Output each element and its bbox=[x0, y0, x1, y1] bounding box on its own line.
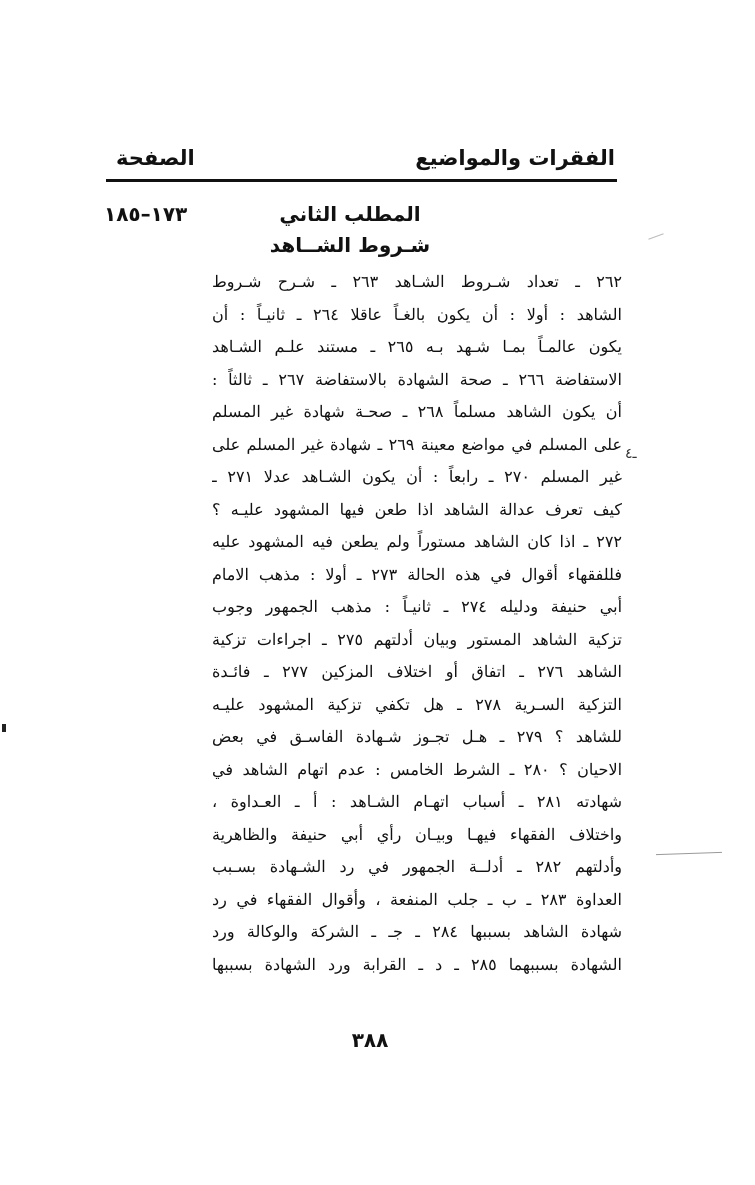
text-line: تزكية الشاهد المستور وبيان أدلتهم ٢٧٥ ـ اجراءات تزكية bbox=[212, 629, 622, 649]
text-line: الشاهد : أولا : أن يكون بالغـاً عاقلا ٢٦٤ ـ ثانيـاً : أن bbox=[212, 304, 622, 324]
text-line: الاحيان ؟ ٢٨٠ ـ الشرط الخامس : عدم اتهام الشاهد في bbox=[212, 759, 622, 779]
scan-speck bbox=[2, 724, 6, 732]
column-header-topics: الفقرات والمواضيع bbox=[415, 146, 615, 170]
page-number: ٣٨٨ bbox=[351, 1028, 389, 1052]
text-line: أبي حنيفة ودليله ٢٧٤ ـ ثانيـاً : مذهب الجمهور وجوب bbox=[212, 597, 622, 616]
text-line: التزكية السـرية ٢٧٨ ـ هل تكفي تزكية المشهود عليـه bbox=[212, 694, 622, 714]
text-line: واختلاف الفقهاء فيهـا وبيـان رأي أبي حنيفة والظاهرية bbox=[212, 824, 622, 844]
text-line: كيف تعرف عدالة الشاهد اذا طعن فيها المشهود عليـه ؟ bbox=[212, 499, 622, 519]
text-line: ٢٦٢ ـ تعداد شـروط الشـاهد ٢٦٣ ـ شـرح شـروط bbox=[212, 272, 622, 291]
text-line: الاستفاضة ٢٦٦ ـ صحة الشهادة بالاستفاضة ٢٦٧ ـ ثالثاً : bbox=[212, 369, 622, 389]
section-page-range: ١٧٣–١٨٥ bbox=[104, 202, 188, 226]
text-line: شهادة الشاهد بسببها ٢٨٤ ـ جـ ـ الشركة والوكالة ورد bbox=[212, 922, 622, 941]
section-title: المطلب الثاني bbox=[279, 202, 421, 226]
header-rule bbox=[106, 179, 617, 182]
column-header-page: الصفحة bbox=[116, 146, 195, 170]
text-line: ٢٧٢ ـ اذا كان الشاهد مستوراً ولم يطعن فيه المشهود عليه bbox=[212, 532, 622, 551]
text-line: أن يكون الشاهد مسلماً ٢٦٨ ـ صحـة شهادة غير المسلم bbox=[212, 402, 622, 421]
text-line: غير المسلم ٢٧٠ ـ رابعاً : أن يكون الشـاهد عدلا ٢٧١ ـ bbox=[212, 467, 622, 486]
text-line: للشاهد ؟ ٢٧٩ ـ هـل تجـوز شـهادة الفاسـق في بعض bbox=[212, 727, 622, 746]
text-line: الشهادة بسببهما ٢٨٥ ـ د ـ القرابة ورد الشهادة بسببها bbox=[212, 954, 622, 974]
section-subtitle: شـروط الشــاهد bbox=[269, 233, 431, 257]
text-line: وأدلتهم ٢٨٢ ـ أدلــة الجمهور في رد الشـهادة بسـبب bbox=[212, 857, 622, 876]
margin-annotation: ـ٤ bbox=[625, 446, 637, 462]
text-line: شهادته ٢٨١ ـ أسباب اتهـام الشـاهد : أ ـ العـداوة ، bbox=[212, 792, 622, 811]
scan-tick bbox=[648, 233, 663, 239]
text-line: الشاهد ٢٧٦ ـ اتفاق أو اختلاف المزكين ٢٧٧ ـ فائـدة bbox=[212, 662, 622, 681]
scan-stroke bbox=[656, 852, 722, 855]
index-entries bbox=[212, 266, 622, 981]
text-line: يكون عالمـاً بمـا شـهد بـه ٢٦٥ ـ مستند علـم الشـاهد bbox=[212, 337, 622, 356]
text-line: العداوة ٢٨٣ ـ ب ـ جلب المنفعة ، وأقوال الفقهاء في رد bbox=[212, 889, 622, 909]
text-line: فللفقهاء أقوال في هذه الحالة ٢٧٣ ـ أولا : مذهب الامام bbox=[212, 564, 622, 584]
text-line: على المسلم في مواضع معينة ٢٦٩ ـ شهادة غير المسلم على bbox=[212, 434, 622, 454]
